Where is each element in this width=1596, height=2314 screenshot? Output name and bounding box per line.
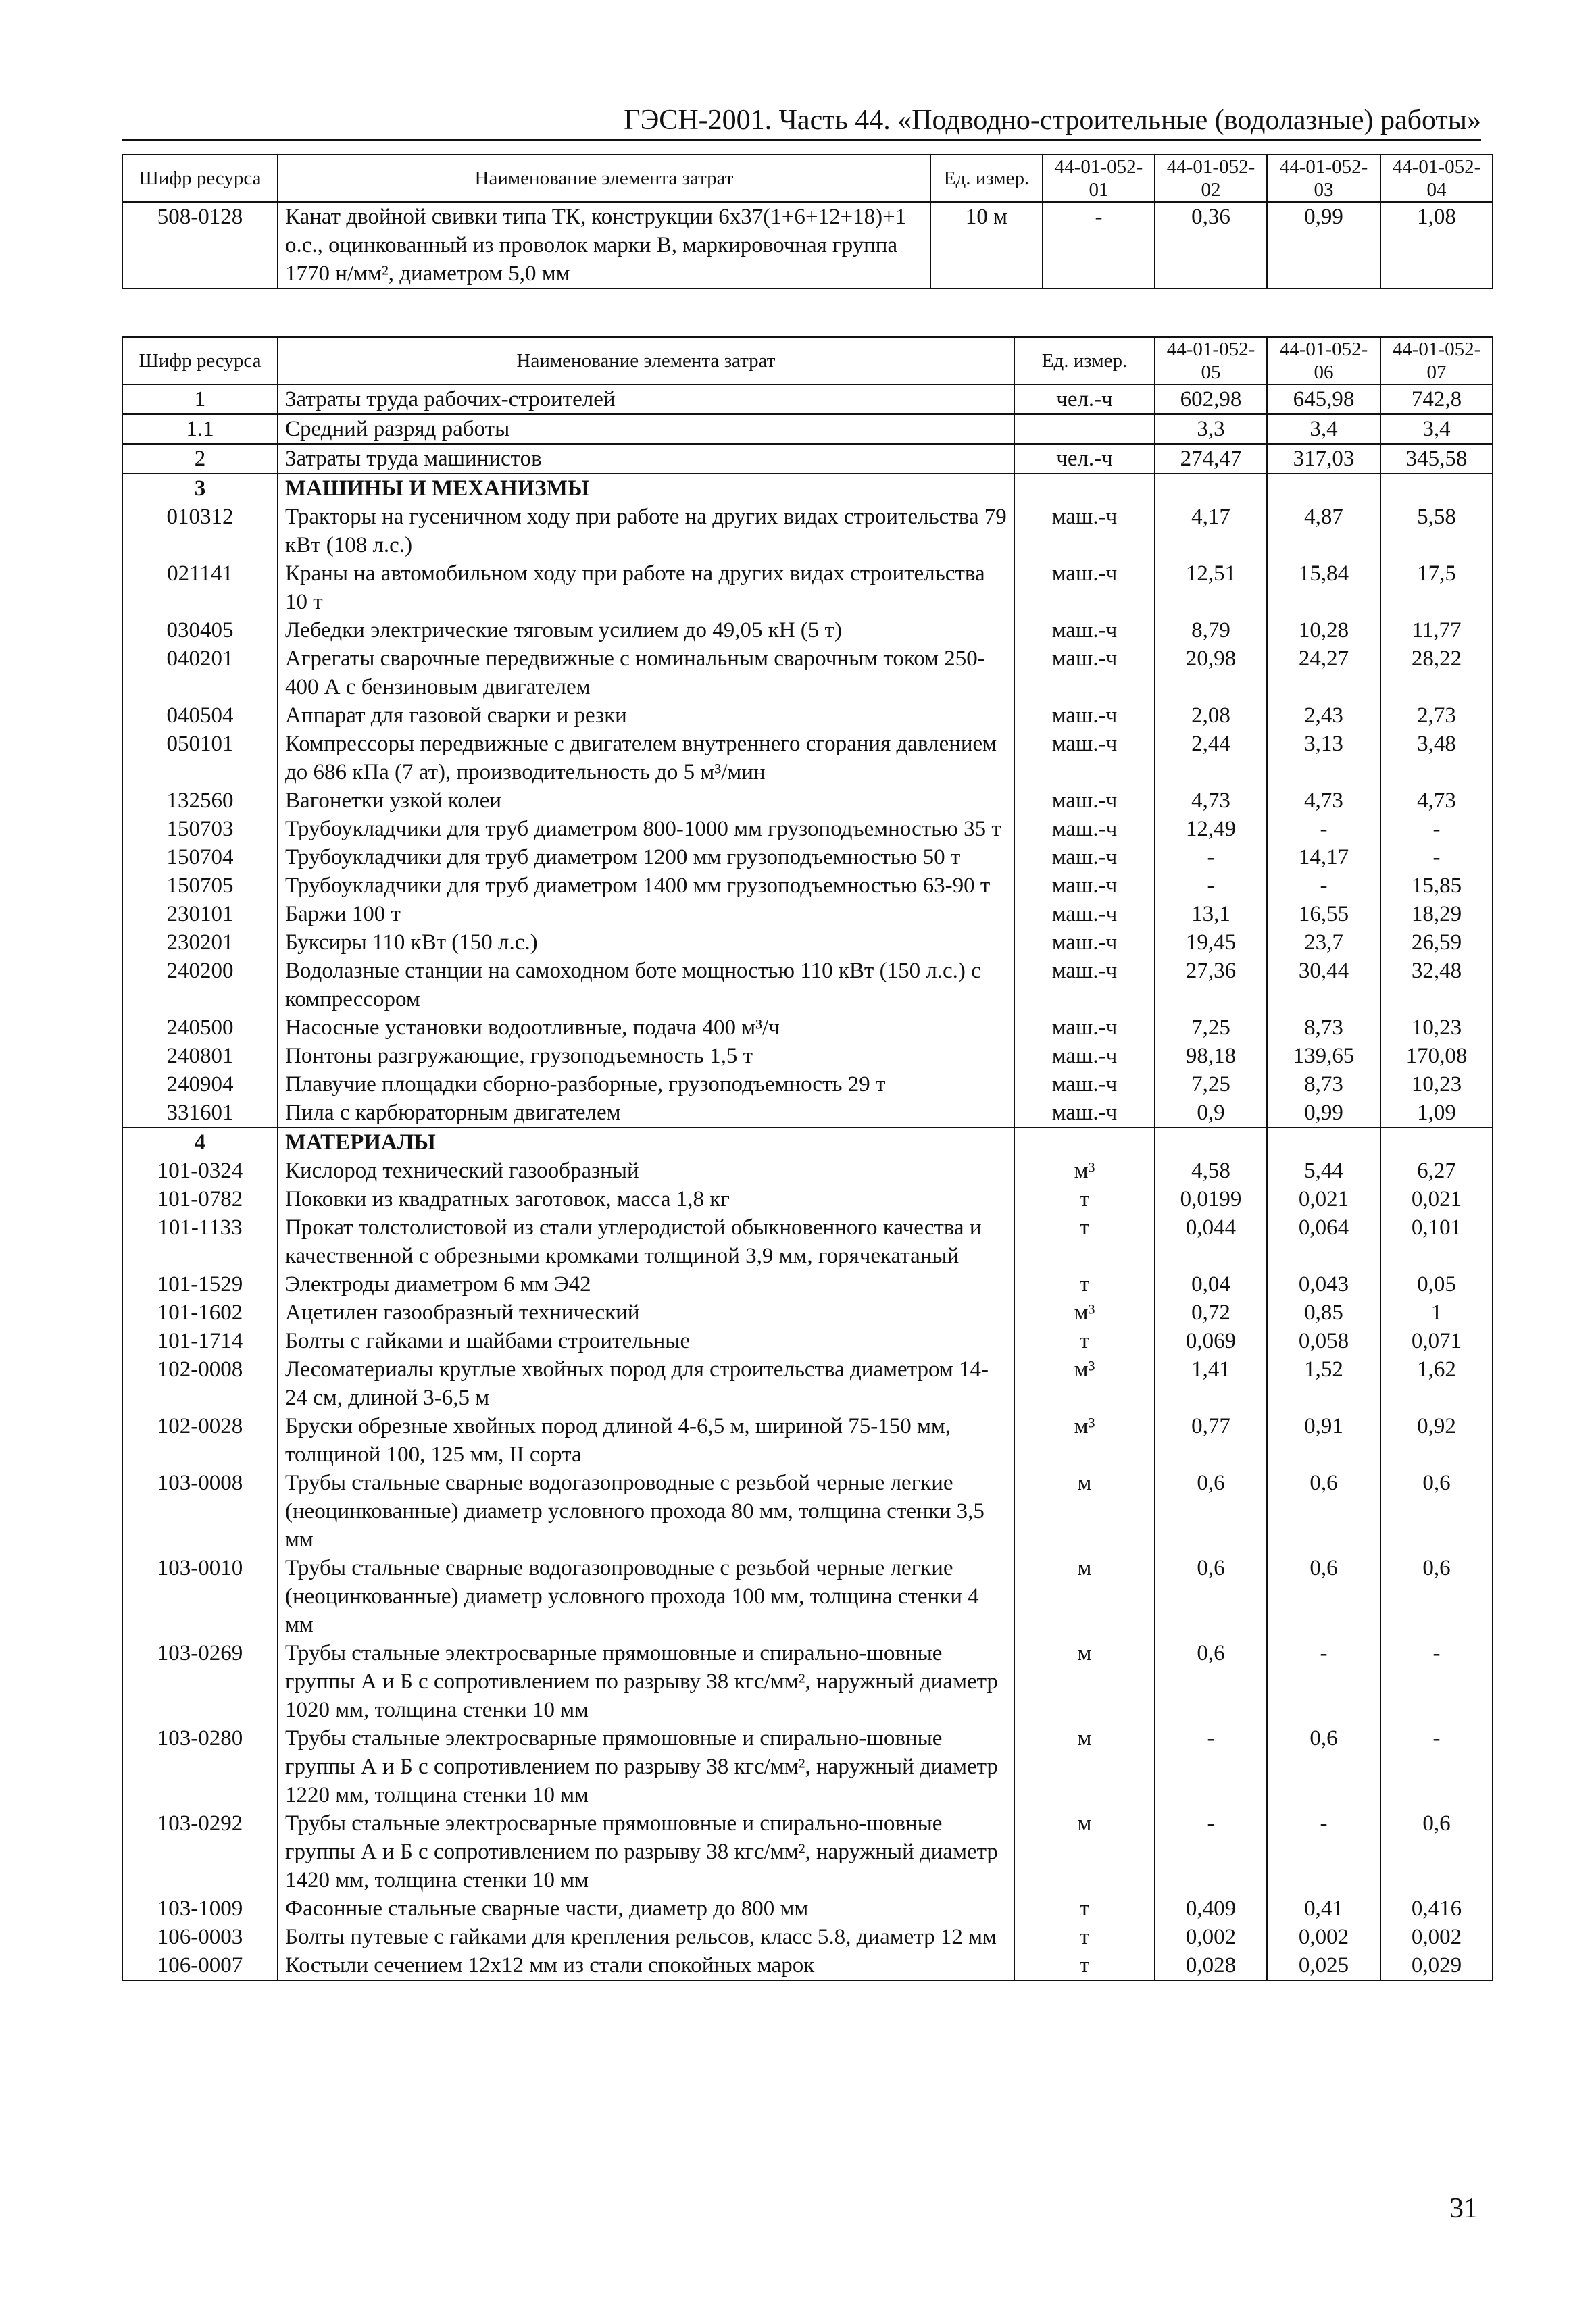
row-value: 13,1 (1155, 900, 1267, 928)
table-row (122, 730, 1493, 786)
row-unit: чел.-ч (1014, 444, 1155, 474)
row-code: 101-1714 (122, 1327, 278, 1355)
row-value: 1 (1380, 1299, 1493, 1327)
row-value: 0,002 (1155, 1923, 1267, 1951)
row-code: 150705 (122, 872, 278, 900)
row-code: 132560 (122, 786, 278, 815)
row-value: 16,55 (1267, 900, 1380, 928)
col-norm: 44-01-052-05 (1155, 337, 1267, 384)
row-value: 0,071 (1380, 1327, 1493, 1355)
row-value (1380, 1128, 1493, 1157)
row-name: Компрессоры передвижные с двигателем внутреннего сгорания давлением до 686 кПа (7 ат), производительность до 5 м³/мин (278, 730, 1014, 786)
row-name: Бруски обрезные хвойных пород длиной 4-6,5 м, шириной 75-150 мм, толщиной 100, 125 мм, II сорта (278, 1412, 1014, 1469)
row-unit: маш.-ч (1014, 616, 1155, 645)
table-row (122, 1554, 1493, 1639)
row-value: - (1380, 1639, 1493, 1724)
row-value: 11,77 (1380, 616, 1493, 645)
row-value: 4,73 (1155, 786, 1267, 815)
row-unit: т (1014, 1270, 1155, 1299)
table-row (122, 815, 1493, 843)
row-code: 101-0782 (122, 1185, 278, 1213)
row-unit: маш.-ч (1014, 900, 1155, 928)
row-value: 0,6 (1380, 1469, 1493, 1554)
row-unit: м (1014, 1724, 1155, 1809)
row-value: 0,0199 (1155, 1185, 1267, 1213)
row-value: - (1155, 843, 1267, 872)
row-value: 0,99 (1267, 202, 1380, 288)
row-unit: м (1014, 1639, 1155, 1724)
row-value: 274,47 (1155, 444, 1267, 474)
row-name: МАТЕРИАЛЫ (278, 1128, 1014, 1157)
row-value: 2,08 (1155, 701, 1267, 730)
row-value: 742,8 (1380, 384, 1493, 414)
row-unit: м (1014, 1469, 1155, 1554)
row-code: 102-0028 (122, 1412, 278, 1469)
row-value: 20,98 (1155, 645, 1267, 701)
row-code: 103-0010 (122, 1554, 278, 1639)
row-value: 1,09 (1380, 1099, 1493, 1128)
row-unit: т (1014, 1327, 1155, 1355)
row-value: 12,51 (1155, 559, 1267, 616)
row-name: Трубы стальные электросварные прямошовные и спирально-шовные группы А и Б с сопротивлением по разрыву 38 кгс/мм², наружный диаметр 1420 мм, толщина стенки 10 мм (278, 1809, 1014, 1894)
table-row (122, 1894, 1493, 1923)
row-value: 26,59 (1380, 928, 1493, 957)
row-code: 230201 (122, 928, 278, 957)
row-unit (1014, 1128, 1155, 1157)
row-value: 0,99 (1267, 1099, 1380, 1128)
row-value: 0,029 (1380, 1951, 1493, 1980)
row-value: 0,058 (1267, 1327, 1380, 1355)
row-value: 0,6 (1267, 1554, 1380, 1639)
table-row (122, 559, 1493, 616)
row-value: 1,08 (1380, 202, 1493, 288)
row-value: 0,028 (1155, 1951, 1267, 1980)
row-name: Фасонные стальные сварные части, диаметр до 800 мм (278, 1894, 1014, 1923)
row-value: - (1155, 1809, 1267, 1894)
row-value: 0,36 (1155, 202, 1267, 288)
col-norm: 44-01-052-07 (1380, 337, 1493, 384)
row-value: 0,021 (1380, 1185, 1493, 1213)
row-value: 1,52 (1267, 1355, 1380, 1412)
row-unit: маш.-ч (1014, 701, 1155, 730)
row-value: 0,025 (1267, 1951, 1380, 1980)
row-name: Затраты труда рабочих-строителей (278, 384, 1014, 414)
row-value: 0,85 (1267, 1299, 1380, 1327)
row-value: 2,43 (1267, 701, 1380, 730)
row-value: 24,27 (1267, 645, 1380, 701)
row-value: 18,29 (1380, 900, 1493, 928)
row-name: Понтоны разгружающие, грузоподъемность 1,5 т (278, 1042, 1014, 1070)
row-value: 0,72 (1155, 1299, 1267, 1327)
table-row (122, 1099, 1493, 1128)
row-value: 4,17 (1155, 503, 1267, 559)
row-unit: т (1014, 1894, 1155, 1923)
row-value: 27,36 (1155, 957, 1267, 1013)
row-value: 139,65 (1267, 1042, 1380, 1070)
row-name: Баржи 100 т (278, 900, 1014, 928)
row-value (1267, 1128, 1380, 1157)
row-value: 23,7 (1267, 928, 1380, 957)
row-value: 0,91 (1267, 1412, 1380, 1469)
row-name: Прокат толстолистовой из стали углеродистой обыкновенного качества и качественной с обрезными кромками толщиной 3,9 мм, горячекатаный (278, 1213, 1014, 1270)
row-name: Лесоматериалы круглые хвойных пород для строительства диаметром 14-24 см, длиной 3-6,5 м (278, 1355, 1014, 1412)
resource-table-1 (122, 154, 1493, 289)
row-code: 4 (122, 1128, 278, 1157)
row-value: 0,021 (1267, 1185, 1380, 1213)
row-value: 0,044 (1155, 1213, 1267, 1270)
row-value: - (1267, 1639, 1380, 1724)
table-row (122, 1923, 1493, 1951)
col-norm: 44-01-052-03 (1267, 155, 1380, 202)
row-value: 17,5 (1380, 559, 1493, 616)
col-unit: Ед. измер. (1014, 337, 1155, 384)
table-row (122, 1299, 1493, 1327)
row-code: 103-0280 (122, 1724, 278, 1809)
row-value: 3,13 (1267, 730, 1380, 786)
row-name: Болты путевые с гайками для крепления рельсов, класс 5.8, диаметр 12 мм (278, 1923, 1014, 1951)
table-row (122, 384, 1493, 414)
row-unit: маш.-ч (1014, 559, 1155, 616)
row-code: 050101 (122, 730, 278, 786)
row-code: 106-0007 (122, 1951, 278, 1980)
row-name: Трубы стальные сварные водогазопроводные с резьбой черные легкие (неоцинкованные) диаметр условного прохода 100 мм, толщина стенки 4 мм (278, 1554, 1014, 1639)
row-value: 2,73 (1380, 701, 1493, 730)
row-value: 0,069 (1155, 1327, 1267, 1355)
row-code: 101-1133 (122, 1213, 278, 1270)
row-value: 345,58 (1380, 444, 1493, 474)
row-value: 4,58 (1155, 1157, 1267, 1185)
row-value: 0,41 (1267, 1894, 1380, 1923)
row-value: 2,44 (1155, 730, 1267, 786)
row-name: Кислород технический газообразный (278, 1157, 1014, 1185)
row-value: 4,73 (1380, 786, 1493, 815)
row-value: 0,6 (1380, 1554, 1493, 1639)
col-norm: 44-01-052-01 (1043, 155, 1155, 202)
row-value (1155, 474, 1267, 503)
row-value: 15,84 (1267, 559, 1380, 616)
row-value: 4,73 (1267, 786, 1380, 815)
table-row (122, 444, 1493, 474)
row-value: 3,4 (1380, 414, 1493, 444)
row-value: 28,22 (1380, 645, 1493, 701)
col-norm: 44-01-052-04 (1380, 155, 1493, 202)
row-unit: маш.-ч (1014, 1099, 1155, 1128)
row-value: 0,6 (1267, 1469, 1380, 1554)
row-unit: маш.-ч (1014, 786, 1155, 815)
row-unit: маш.-ч (1014, 730, 1155, 786)
row-code: 103-1009 (122, 1894, 278, 1923)
table-row (122, 786, 1493, 815)
row-unit: чел.-ч (1014, 384, 1155, 414)
row-unit (1014, 414, 1155, 444)
row-name: Костыли сечением 12х12 мм из стали спокойных марок (278, 1951, 1014, 1980)
table-row (122, 1639, 1493, 1724)
table-header-row (122, 337, 1493, 384)
row-code: 040201 (122, 645, 278, 701)
row-unit: маш.-ч (1014, 1013, 1155, 1042)
table-row (122, 1412, 1493, 1469)
row-value: 10,23 (1380, 1013, 1493, 1042)
table-row (122, 645, 1493, 701)
row-code: 103-0008 (122, 1469, 278, 1554)
table-row (122, 474, 1493, 503)
row-unit: м³ (1014, 1299, 1155, 1327)
row-value: 0,101 (1380, 1213, 1493, 1270)
row-value: 7,25 (1155, 1070, 1267, 1099)
row-name: Трубоукладчики для труб диаметром 800-1000 мм грузоподъемностью 35 т (278, 815, 1014, 843)
row-name: Водолазные станции на самоходном боте мощностью 110 кВт (150 л.с.) с компрессором (278, 957, 1014, 1013)
table-row (122, 1809, 1493, 1894)
row-name: Лебедки электрические тяговым усилием до 49,05 кН (5 т) (278, 616, 1014, 645)
col-code: Шифр ресурса (122, 155, 278, 202)
row-value: 30,44 (1267, 957, 1380, 1013)
table-row (122, 843, 1493, 872)
row-value: 5,44 (1267, 1157, 1380, 1185)
row-name: Канат двойной свивки типа ТК, конструкции 6х37(1+6+12+18)+1 о.с., оцинкованный из проволок марки В, маркировочная группа 1770 н/мм², диаметром 5,0 мм (278, 202, 930, 288)
resource-table-2 (122, 336, 1493, 1981)
col-unit: Ед. измер. (930, 155, 1043, 202)
table-header-row (122, 155, 1493, 202)
row-name: Краны на автомобильном ходу при работе на других видах строительства 10 т (278, 559, 1014, 616)
row-code: 101-1602 (122, 1299, 278, 1327)
table-row (122, 1128, 1493, 1157)
table-row (122, 616, 1493, 645)
row-unit: м (1014, 1554, 1155, 1639)
row-unit: м (1014, 1809, 1155, 1894)
row-value: - (1380, 1724, 1493, 1809)
row-value: 8,73 (1267, 1013, 1380, 1042)
row-value: 0,92 (1380, 1412, 1493, 1469)
row-unit: 10 м (930, 202, 1043, 288)
row-value: 10,23 (1380, 1070, 1493, 1099)
row-value: 8,73 (1267, 1070, 1380, 1099)
row-code: 101-0324 (122, 1157, 278, 1185)
row-value: 12,49 (1155, 815, 1267, 843)
row-value: 0,6 (1155, 1639, 1267, 1724)
row-code: 150704 (122, 843, 278, 872)
row-value: - (1267, 872, 1380, 900)
table-row (122, 1042, 1493, 1070)
row-unit: маш.-ч (1014, 957, 1155, 1013)
row-value: 14,17 (1267, 843, 1380, 872)
table-row (122, 1157, 1493, 1185)
row-value: 0,6 (1380, 1809, 1493, 1894)
row-unit: маш.-ч (1014, 503, 1155, 559)
row-value: 3,48 (1380, 730, 1493, 786)
table-row (122, 1013, 1493, 1042)
table-row (122, 957, 1493, 1013)
row-name: Трубы стальные электросварные прямошовные и спирально-шовные группы А и Б с сопротивлением по разрыву 38 кгс/мм², наружный диаметр 1020 мм, толщина стенки 10 мм (278, 1639, 1014, 1724)
row-unit: т (1014, 1213, 1155, 1270)
col-name: Наименование элемента затрат (278, 155, 930, 202)
row-code: 240904 (122, 1070, 278, 1099)
row-unit: маш.-ч (1014, 1070, 1155, 1099)
row-value (1155, 1128, 1267, 1157)
row-value: 4,87 (1267, 503, 1380, 559)
row-code: 103-0269 (122, 1639, 278, 1724)
row-value: 602,98 (1155, 384, 1267, 414)
row-code: 1.1 (122, 414, 278, 444)
row-name: Средний разряд работы (278, 414, 1014, 444)
row-value: - (1267, 1809, 1380, 1894)
row-name: Вагонетки узкой колеи (278, 786, 1014, 815)
row-code: 508-0128 (122, 202, 278, 288)
col-name: Наименование элемента затрат (278, 337, 1014, 384)
row-value: - (1155, 872, 1267, 900)
row-code: 240500 (122, 1013, 278, 1042)
row-value: 0,6 (1155, 1469, 1267, 1554)
row-value: 0,9 (1155, 1099, 1267, 1128)
table-row (122, 701, 1493, 730)
row-name: Трубоукладчики для труб диаметром 1400 мм грузоподъемностью 63-90 т (278, 872, 1014, 900)
table-row (122, 1213, 1493, 1270)
table-row (122, 1951, 1493, 1980)
row-code: 331601 (122, 1099, 278, 1128)
table-row (122, 503, 1493, 559)
row-name: Ацетилен газообразный технический (278, 1299, 1014, 1327)
row-value: 645,98 (1267, 384, 1380, 414)
row-code: 010312 (122, 503, 278, 559)
row-unit: т (1014, 1923, 1155, 1951)
col-norm: 44-01-052-06 (1267, 337, 1380, 384)
row-value: 0,416 (1380, 1894, 1493, 1923)
row-unit: т (1014, 1185, 1155, 1213)
row-name: Плавучие площадки сборно-разборные, грузоподъемность 29 т (278, 1070, 1014, 1099)
table-row (122, 928, 1493, 957)
row-value: 32,48 (1380, 957, 1493, 1013)
row-unit: маш.-ч (1014, 872, 1155, 900)
row-unit: маш.-ч (1014, 843, 1155, 872)
row-name: Аппарат для газовой сварки и резки (278, 701, 1014, 730)
row-value: 3,3 (1155, 414, 1267, 444)
row-name: Затраты труда машинистов (278, 444, 1014, 474)
table-row (122, 1355, 1493, 1412)
table-row (122, 414, 1493, 444)
row-name: Насосные установки водоотливные, подача 400 м³/ч (278, 1013, 1014, 1042)
page-number: 31 (1449, 2193, 1478, 2224)
row-code: 102-0008 (122, 1355, 278, 1412)
table-row (122, 1070, 1493, 1099)
row-value: 0,064 (1267, 1213, 1380, 1270)
row-value: - (1380, 815, 1493, 843)
row-name: Буксиры 110 кВт (150 л.с.) (278, 928, 1014, 957)
row-code: 040504 (122, 701, 278, 730)
row-name: Поковки из квадратных заготовок, масса 1,8 кг (278, 1185, 1014, 1213)
table-row (122, 1270, 1493, 1299)
row-name: Пила с карбюраторным двигателем (278, 1099, 1014, 1128)
table-row (122, 1724, 1493, 1809)
row-code: 3 (122, 474, 278, 503)
row-name: МАШИНЫ И МЕХАНИЗМЫ (278, 474, 1014, 503)
row-name: Электроды диаметром 6 мм Э42 (278, 1270, 1014, 1299)
row-value: 0,77 (1155, 1412, 1267, 1469)
row-name: Трубы стальные сварные водогазопроводные с резьбой черные легкие (неоцинкованные) диаметр условного прохода 80 мм, толщина стенки 3,5 мм (278, 1469, 1014, 1554)
row-value: 7,25 (1155, 1013, 1267, 1042)
row-value: 0,043 (1267, 1270, 1380, 1299)
row-unit: т (1014, 1951, 1155, 1980)
row-value (1267, 474, 1380, 503)
row-value: 0,002 (1380, 1923, 1493, 1951)
row-value: 8,79 (1155, 616, 1267, 645)
row-value: 0,6 (1267, 1724, 1380, 1809)
row-code: 240801 (122, 1042, 278, 1070)
table-row (122, 202, 1493, 288)
row-unit: маш.-ч (1014, 1042, 1155, 1070)
row-value: - (1155, 1724, 1267, 1809)
row-unit: м³ (1014, 1412, 1155, 1469)
row-code: 150703 (122, 815, 278, 843)
row-value: 15,85 (1380, 872, 1493, 900)
row-code: 106-0003 (122, 1923, 278, 1951)
row-unit: м³ (1014, 1157, 1155, 1185)
row-value: 5,58 (1380, 503, 1493, 559)
row-code: 1 (122, 384, 278, 414)
row-value: 6,27 (1380, 1157, 1493, 1185)
row-code: 2 (122, 444, 278, 474)
row-name: Трубоукладчики для труб диаметром 1200 мм грузоподъемностью 50 т (278, 843, 1014, 872)
row-name: Агрегаты сварочные передвижные с номинальным сварочным током 250-400 А с бензиновым двигателем (278, 645, 1014, 701)
row-value: 1,62 (1380, 1355, 1493, 1412)
row-code: 230101 (122, 900, 278, 928)
row-code: 030405 (122, 616, 278, 645)
row-code: 240200 (122, 957, 278, 1013)
row-code: 021141 (122, 559, 278, 616)
row-value: 0,05 (1380, 1270, 1493, 1299)
table-row (122, 1185, 1493, 1213)
table-row (122, 1469, 1493, 1554)
table-row (122, 872, 1493, 900)
running-header: ГЭСН-2001. Часть 44. «Подводно-строительные (водолазные) работы» (122, 101, 1481, 141)
row-value (1380, 474, 1493, 503)
row-value: 0,409 (1155, 1894, 1267, 1923)
col-norm: 44-01-052-02 (1155, 155, 1267, 202)
row-value: 98,18 (1155, 1042, 1267, 1070)
row-value: - (1380, 843, 1493, 872)
row-value: 19,45 (1155, 928, 1267, 957)
row-value: 0,04 (1155, 1270, 1267, 1299)
row-unit: маш.-ч (1014, 815, 1155, 843)
row-value: - (1043, 202, 1155, 288)
table-row (122, 1327, 1493, 1355)
row-unit (1014, 474, 1155, 503)
row-code: 103-0292 (122, 1809, 278, 1894)
row-value: 170,08 (1380, 1042, 1493, 1070)
col-code: Шифр ресурса (122, 337, 278, 384)
table-row (122, 900, 1493, 928)
row-name: Тракторы на гусеничном ходу при работе на других видах строительства 79 кВт (108 л.с.) (278, 503, 1014, 559)
row-value: 10,28 (1267, 616, 1380, 645)
row-name: Болты с гайками и шайбами строительные (278, 1327, 1014, 1355)
row-value: 0,6 (1155, 1554, 1267, 1639)
row-value: 1,41 (1155, 1355, 1267, 1412)
row-code: 101-1529 (122, 1270, 278, 1299)
row-unit: маш.-ч (1014, 928, 1155, 957)
row-name: Трубы стальные электросварные прямошовные и спирально-шовные группы А и Б с сопротивлением по разрыву 38 кгс/мм², наружный диаметр 1220 мм, толщина стенки 10 мм (278, 1724, 1014, 1809)
resource-table-body (122, 384, 1493, 1980)
row-unit: м³ (1014, 1355, 1155, 1412)
row-value: - (1267, 815, 1380, 843)
row-value: 3,4 (1267, 414, 1380, 444)
row-unit: маш.-ч (1014, 645, 1155, 701)
row-value: 0,002 (1267, 1923, 1380, 1951)
row-value: 317,03 (1267, 444, 1380, 474)
